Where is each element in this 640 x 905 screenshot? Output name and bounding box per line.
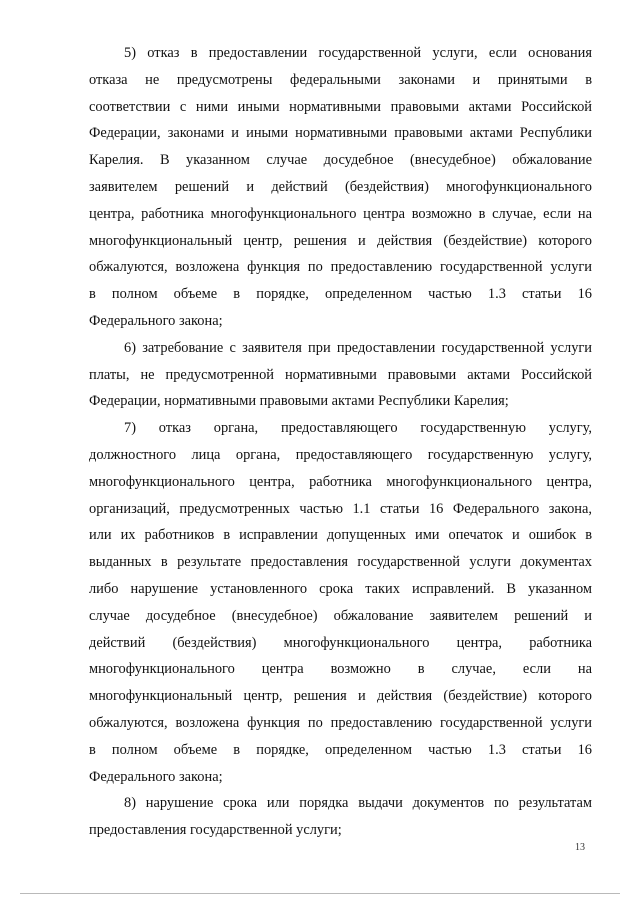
text-line: платы, не предусмотренной нормативными правовыми актами Российской [89, 366, 592, 383]
paragraph [89, 790, 592, 844]
text-line: многофункционального центра возможно в случае, если на [89, 661, 592, 678]
text-line: в полном объеме в порядке, определенном частью 1.3 статьи 16 [89, 286, 592, 303]
text-line: Карелия. В указанном случае досудебное (внесудебное) обжалование [89, 152, 592, 169]
text-line: обжалуются, возложена функция по предоставлению государственной услуги [89, 259, 592, 276]
text-line: 5) отказ в предоставлении государственной услуги, если основания [124, 45, 592, 61]
text-line: 6) затребование с заявителя при предоставлении государственной услуги [124, 339, 592, 356]
paragraph [89, 335, 592, 415]
text-line: Федерального закона; [89, 312, 223, 329]
text-line: многофункциональный центр, решения и действия (бездействие) которого [89, 688, 592, 705]
paragraph [89, 40, 592, 335]
text-line: случае досудебное (внесудебное) обжалование заявителем решений и [89, 607, 592, 624]
text-line: 7) отказ органа, предоставляющего государственную услугу, [124, 420, 592, 437]
text-line: Федерации, законами и иными нормативными правовыми актами Республики [89, 125, 592, 142]
text-line: Федерации, нормативными правовыми актами Республики Карелия; [89, 393, 509, 410]
text-line: центра, работника многофункционального центра возможно в случае, если на [89, 205, 592, 222]
text-line: Федерального закона; [89, 768, 223, 785]
text-line: многофункционального центра, работника многофункционального центра, [89, 473, 592, 490]
text-line: должностного лица органа, предоставляющего государственную услугу, [89, 446, 592, 463]
text-line: соответствии с ними иными нормативными правовыми актами Российской [89, 98, 592, 115]
text-line: обжалуются, возложена функция по предоставлению государственной услуги [89, 714, 592, 731]
text-line: выданных в результате предоставления государственной услуги документах [89, 554, 592, 571]
document-body [89, 40, 592, 844]
text-line: предоставления государственной услуги; [89, 822, 342, 839]
text-line: в полном объеме в порядке, определенном частью 1.3 статьи 16 [89, 741, 592, 758]
text-line: отказа не предусмотрены федеральными законами и принятыми в [89, 71, 592, 88]
text-line: либо нарушение установленного срока таких исправлений. В указанном [89, 580, 592, 597]
text-line: многофункциональный центр, решения и действия (бездействие) которого [89, 232, 592, 249]
text-line: 8) нарушение срока или порядка выдачи документов по результатам [124, 795, 592, 812]
text-line: заявителем решений и действий (бездействия) многофункционального [89, 178, 592, 195]
text-line: действий (бездействия) многофункционального центра, работника [89, 634, 592, 651]
text-line: организаций, предусмотренных частью 1.1 статьи 16 Федерального закона, [89, 500, 592, 517]
paragraph [89, 415, 592, 790]
page-number: 13 [575, 842, 585, 853]
text-line: или их работников в исправлении допущенных ими опечаток и ошибок в [89, 527, 592, 544]
scan-edge-line [20, 893, 620, 894]
